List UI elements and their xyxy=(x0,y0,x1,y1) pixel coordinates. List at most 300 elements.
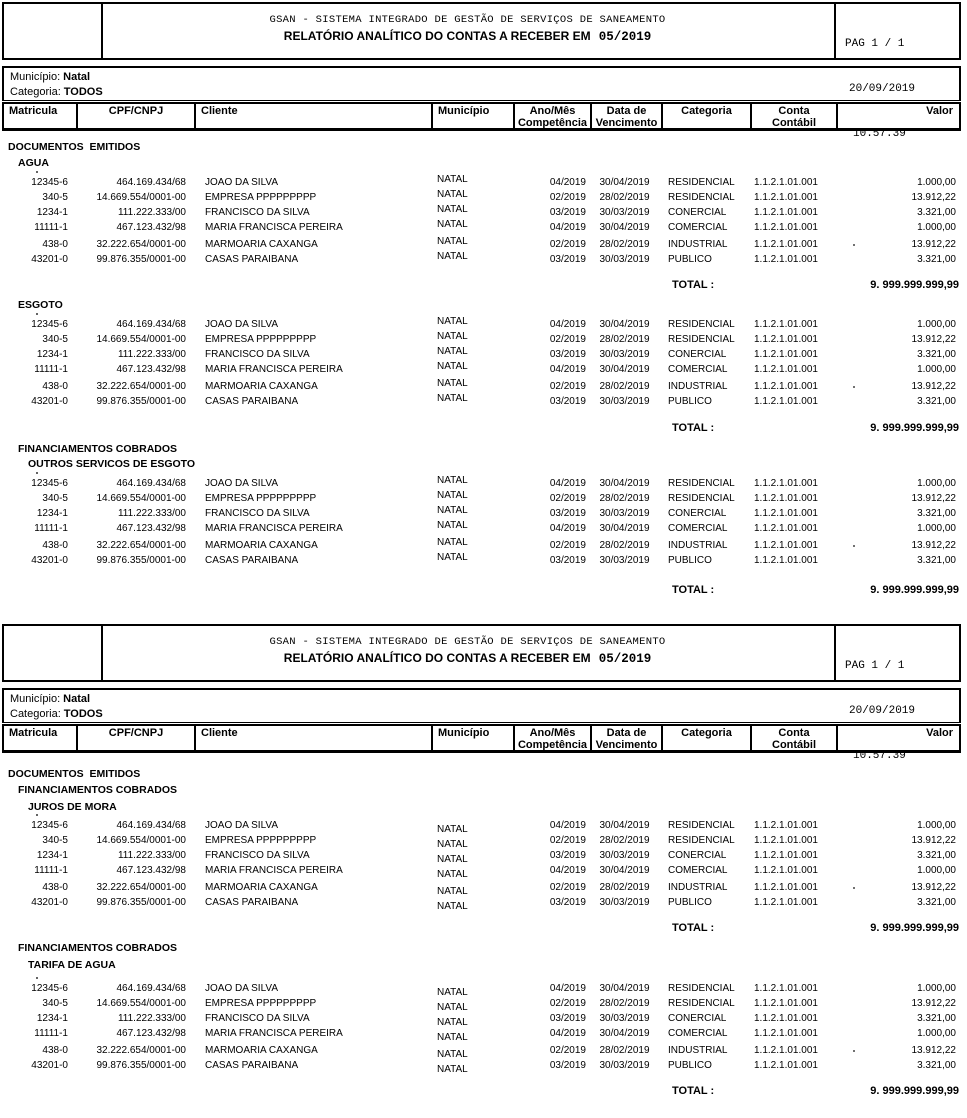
cell-cliente: MARMOARIA CAXANGA xyxy=(205,381,318,392)
col-header-competencia: Ano/Mês Competência xyxy=(515,104,592,128)
section-rows-outros-servicos xyxy=(0,477,967,569)
filter-box xyxy=(2,66,961,101)
cell-cpf-cnpj: 32.222.654/0001-00 xyxy=(96,882,186,893)
cell-competencia: 04/2019 xyxy=(549,478,586,489)
cell-cpf-cnpj: 467.123.432/98 xyxy=(116,865,186,876)
cell-matricula: 11111-1 xyxy=(34,222,68,233)
cell-matricula: 11111-1 xyxy=(34,865,68,876)
cell-cliente: MARIA FRANCISCA PEREIRA xyxy=(205,523,343,534)
section-heading-financiamentos-cobrados: FINANCIAMENTOS COBRADOS xyxy=(18,443,178,455)
cell-municipio: NATAL xyxy=(437,490,468,501)
table-row xyxy=(0,253,967,268)
filter-municipio-value: Natal xyxy=(63,71,91,83)
col-header-conta: Conta Contábil xyxy=(752,104,838,128)
cell-valor: 1.000,00 xyxy=(917,177,956,188)
cell-vencimento: 30/04/2019 xyxy=(599,523,650,534)
cell-matricula: 12345-6 xyxy=(31,983,68,994)
col-header-categoria: Categoria xyxy=(663,104,752,128)
cell-matricula: 1234-1 xyxy=(36,508,68,519)
cell-cpf-cnpj: 467.123.432/98 xyxy=(116,1028,186,1039)
cell-cliente: EMPRESA PPPPPPPPP xyxy=(205,998,317,1009)
cell-conta-contabil: 1.1.2.1.01.001 xyxy=(754,555,818,566)
cell-valor: 13.912,22 xyxy=(911,493,956,504)
cell-cpf-cnpj: 464.169.434/68 xyxy=(116,319,186,330)
cell-cpf-cnpj: 464.169.434/68 xyxy=(116,478,186,489)
cell-categoria: CONERCIAL xyxy=(668,1013,727,1024)
cell-matricula: 11111-1 xyxy=(34,1028,68,1039)
cell-vencimento: 28/02/2019 xyxy=(599,835,650,846)
cell-conta-contabil: 1.1.2.1.01.001 xyxy=(754,381,818,392)
table-row xyxy=(0,395,967,410)
table-row xyxy=(0,221,967,236)
cell-categoria: CONERCIAL xyxy=(668,349,727,360)
cell-competencia: 03/2019 xyxy=(549,396,586,407)
cell-vencimento: 30/04/2019 xyxy=(599,364,650,375)
cell-categoria: COMERCIAL xyxy=(668,364,728,375)
cell-cpf-cnpj: 464.169.434/68 xyxy=(116,820,186,831)
section-heading-esgoto: ESGOTO xyxy=(18,299,63,311)
scan-artifact-dot xyxy=(36,977,38,979)
cell-conta-contabil: 1.1.2.1.01.001 xyxy=(754,540,818,551)
cell-competencia: 02/2019 xyxy=(549,1045,586,1056)
scan-artifact-dot xyxy=(36,313,38,315)
cell-municipio: NATAL xyxy=(437,1002,468,1013)
cell-cliente: FRANCISCO DA SILVA xyxy=(205,1013,310,1024)
report-title xyxy=(101,651,834,666)
col-header-matricula: Matricula xyxy=(4,104,78,128)
report-date: 20/09/2019 xyxy=(849,83,916,95)
cell-valor: 1.000,00 xyxy=(917,478,956,489)
cell-categoria: PUBLICO xyxy=(668,396,712,407)
scan-artifact-dot xyxy=(36,472,38,474)
cell-cliente: FRANCISCO DA SILVA xyxy=(205,850,310,861)
cell-conta-contabil: 1.1.2.1.01.001 xyxy=(754,508,818,519)
cell-matricula: 43201-0 xyxy=(31,254,68,265)
cell-municipio: NATAL xyxy=(437,987,468,998)
table-row xyxy=(0,982,967,997)
cell-categoria: RESIDENCIAL xyxy=(668,493,735,504)
cell-competencia: 02/2019 xyxy=(549,493,586,504)
cell-competencia: 04/2019 xyxy=(549,177,586,188)
cell-vencimento: 28/02/2019 xyxy=(599,192,650,203)
cell-conta-contabil: 1.1.2.1.01.001 xyxy=(754,1028,818,1039)
cell-conta-contabil: 1.1.2.1.01.001 xyxy=(754,998,818,1009)
cell-municipio: NATAL xyxy=(437,475,468,486)
report-page-2 xyxy=(0,622,967,1118)
cell-matricula: 340-5 xyxy=(42,998,68,1009)
cell-valor: 3.321,00 xyxy=(917,850,956,861)
cell-cpf-cnpj: 32.222.654/0001-00 xyxy=(96,239,186,250)
cell-categoria: RESIDENCIAL xyxy=(668,192,735,203)
cell-conta-contabil: 1.1.2.1.01.001 xyxy=(754,523,818,534)
cell-cliente: JOAO DA SILVA xyxy=(205,319,278,330)
cell-valor: 1.000,00 xyxy=(917,364,956,375)
cell-conta-contabil: 1.1.2.1.01.001 xyxy=(754,865,818,876)
col-header-categoria: Categoria xyxy=(663,726,752,750)
header-title-block xyxy=(101,636,834,666)
cell-municipio: NATAL xyxy=(437,901,468,912)
filter-categoria-value: TODOS xyxy=(63,86,103,98)
cell-valor: 13.912,22 xyxy=(911,381,956,392)
filter-municipio xyxy=(10,70,959,85)
scan-artifact-dot xyxy=(853,244,855,246)
filter-municipio xyxy=(10,692,959,707)
cell-matricula: 1234-1 xyxy=(36,349,68,360)
cell-matricula: 11111-1 xyxy=(34,523,68,534)
cell-matricula: 438-0 xyxy=(42,239,68,250)
cell-vencimento: 30/03/2019 xyxy=(599,1060,650,1071)
cell-vencimento: 30/04/2019 xyxy=(599,177,650,188)
col-header-conta: Conta Contábil xyxy=(752,726,838,750)
cell-municipio: NATAL xyxy=(437,505,468,516)
cell-municipio: NATAL xyxy=(437,839,468,850)
cell-vencimento: 30/03/2019 xyxy=(599,396,650,407)
cell-categoria: COMERCIAL xyxy=(668,523,728,534)
cell-conta-contabil: 1.1.2.1.01.001 xyxy=(754,882,818,893)
cell-valor: 3.321,00 xyxy=(917,396,956,407)
col-header-vencimento: Data de Vencimento xyxy=(592,726,663,750)
page-number: PAG 1 / 1 xyxy=(845,38,905,50)
cell-conta-contabil: 1.1.2.1.01.001 xyxy=(754,239,818,250)
cell-municipio: NATAL xyxy=(437,854,468,865)
cell-cpf-cnpj: 14.669.554/0001-00 xyxy=(96,334,186,345)
cell-matricula: 438-0 xyxy=(42,540,68,551)
scan-artifact-dot xyxy=(36,171,38,173)
cell-categoria: RESIDENCIAL xyxy=(668,835,735,846)
cell-cliente: CASAS PARAIBANA xyxy=(205,555,299,566)
system-title: GSAN - SISTEMA INTEGRADO DE GESTÃO DE SERVIÇOS DE SANEAMENTO xyxy=(269,14,666,26)
section-heading-outros-servicos: OUTROS SERVICOS DE ESGOTO xyxy=(28,458,196,470)
report-title-text: RELATÓRIO ANALÍTICO DO CONTAS A RECEBER EM xyxy=(283,29,591,43)
total-label: TOTAL : xyxy=(672,279,715,291)
cell-cliente: JOAO DA SILVA xyxy=(205,820,278,831)
cell-matricula: 43201-0 xyxy=(31,1060,68,1071)
cell-vencimento: 30/03/2019 xyxy=(599,508,650,519)
cell-valor: 13.912,22 xyxy=(911,192,956,203)
cell-conta-contabil: 1.1.2.1.01.001 xyxy=(754,1013,818,1024)
cell-valor: 1.000,00 xyxy=(917,865,956,876)
cell-categoria: INDUSTRIAL xyxy=(668,381,728,392)
cell-valor: 1.000,00 xyxy=(917,523,956,534)
section-rows-esgoto xyxy=(0,318,967,410)
cell-vencimento: 30/03/2019 xyxy=(599,850,650,861)
cell-cliente: MARMOARIA CAXANGA xyxy=(205,1045,318,1056)
cell-matricula: 43201-0 xyxy=(31,396,68,407)
cell-conta-contabil: 1.1.2.1.01.001 xyxy=(754,1060,818,1071)
cell-cliente: MARIA FRANCISCA PEREIRA xyxy=(205,222,343,233)
cell-categoria: PUBLICO xyxy=(668,254,712,265)
cell-cpf-cnpj: 99.876.355/0001-00 xyxy=(96,1060,186,1071)
cell-vencimento: 28/02/2019 xyxy=(599,493,650,504)
cell-competencia: 04/2019 xyxy=(549,820,586,831)
cell-categoria: PUBLICO xyxy=(668,1060,712,1071)
section-total-row xyxy=(0,422,967,436)
cell-municipio: NATAL xyxy=(437,236,468,247)
col-header-municipio: Município xyxy=(433,104,515,128)
filter-municipio-value: Natal xyxy=(63,693,91,705)
cell-cliente: CASAS PARAIBANA xyxy=(205,254,299,265)
cell-municipio: NATAL xyxy=(437,537,468,548)
cell-conta-contabil: 1.1.2.1.01.001 xyxy=(754,850,818,861)
filter-categoria xyxy=(10,707,959,722)
cell-cpf-cnpj: 14.669.554/0001-00 xyxy=(96,493,186,504)
cell-competencia: 02/2019 xyxy=(549,835,586,846)
cell-cpf-cnpj: 99.876.355/0001-00 xyxy=(96,254,186,265)
cell-cliente: EMPRESA PPPPPPPPP xyxy=(205,835,317,846)
cell-municipio: NATAL xyxy=(437,174,468,185)
section-heading-documentos-emitidos: DOCUMENTOS EMITIDOS xyxy=(8,768,141,780)
cell-municipio: NATAL xyxy=(437,378,468,389)
report-period: 05/2019 xyxy=(598,652,652,666)
section-rows-tarifa-de-agua xyxy=(0,982,967,1074)
cell-matricula: 340-5 xyxy=(42,192,68,203)
table-row xyxy=(0,881,967,896)
cell-conta-contabil: 1.1.2.1.01.001 xyxy=(754,319,818,330)
col-header-cpf-cnpj: CPF/CNPJ xyxy=(78,726,196,750)
scan-artifact-dot xyxy=(853,545,855,547)
cell-categoria: CONERCIAL xyxy=(668,850,727,861)
report-time: 10.57.39 xyxy=(853,128,906,140)
section-heading-documentos-emitidos: DOCUMENTOS EMITIDOS xyxy=(8,141,141,153)
cell-conta-contabil: 1.1.2.1.01.001 xyxy=(754,478,818,489)
cell-conta-contabil: 1.1.2.1.01.001 xyxy=(754,177,818,188)
cell-matricula: 340-5 xyxy=(42,493,68,504)
cell-competencia: 04/2019 xyxy=(549,983,586,994)
cell-vencimento: 30/03/2019 xyxy=(599,254,650,265)
filter-categoria-label: Categoria: xyxy=(10,708,61,720)
cell-conta-contabil: 1.1.2.1.01.001 xyxy=(754,820,818,831)
cell-conta-contabil: 1.1.2.1.01.001 xyxy=(754,192,818,203)
cell-valor: 13.912,22 xyxy=(911,239,956,250)
cell-competencia: 03/2019 xyxy=(549,508,586,519)
cell-cliente: JOAO DA SILVA xyxy=(205,478,278,489)
cell-cpf-cnpj: 14.669.554/0001-00 xyxy=(96,835,186,846)
cell-matricula: 1234-1 xyxy=(36,850,68,861)
report-period: 05/2019 xyxy=(598,30,652,44)
report-date: 20/09/2019 xyxy=(849,705,916,717)
cell-valor: 3.321,00 xyxy=(917,349,956,360)
cell-vencimento: 30/04/2019 xyxy=(599,820,650,831)
cell-municipio: NATAL xyxy=(437,204,468,215)
table-row xyxy=(0,554,967,569)
cell-categoria: INDUSTRIAL xyxy=(668,540,728,551)
total-value: 9. 999.999.999,99 xyxy=(870,1085,959,1097)
cell-matricula: 11111-1 xyxy=(34,364,68,375)
cell-competencia: 03/2019 xyxy=(549,897,586,908)
cell-categoria: CONERCIAL xyxy=(668,207,727,218)
cell-matricula: 12345-6 xyxy=(31,319,68,330)
report-title xyxy=(101,29,834,44)
section-rows-agua xyxy=(0,176,967,268)
cell-cliente: EMPRESA PPPPPPPPP xyxy=(205,493,317,504)
cell-competencia: 04/2019 xyxy=(549,222,586,233)
table-header-row xyxy=(2,102,961,131)
cell-vencimento: 30/04/2019 xyxy=(599,319,650,330)
cell-vencimento: 28/02/2019 xyxy=(599,334,650,345)
cell-vencimento: 30/03/2019 xyxy=(599,1013,650,1024)
cell-competencia: 02/2019 xyxy=(549,540,586,551)
cell-competencia: 04/2019 xyxy=(549,364,586,375)
section-heading-financiamentos-cobrados: FINANCIAMENTOS COBRADOS xyxy=(18,784,178,796)
cell-cliente: MARMOARIA CAXANGA xyxy=(205,239,318,250)
cell-cliente: FRANCISCO DA SILVA xyxy=(205,508,310,519)
total-label: TOTAL : xyxy=(672,1085,715,1097)
scan-artifact-dot xyxy=(853,386,855,388)
cell-valor: 1.000,00 xyxy=(917,222,956,233)
cell-valor: 13.912,22 xyxy=(911,540,956,551)
section-total-row xyxy=(0,1085,967,1099)
cell-vencimento: 28/02/2019 xyxy=(599,882,650,893)
cell-categoria: COMERCIAL xyxy=(668,865,728,876)
cell-conta-contabil: 1.1.2.1.01.001 xyxy=(754,207,818,218)
cell-cpf-cnpj: 99.876.355/0001-00 xyxy=(96,555,186,566)
cell-matricula: 438-0 xyxy=(42,882,68,893)
cell-vencimento: 30/03/2019 xyxy=(599,207,650,218)
cell-vencimento: 28/02/2019 xyxy=(599,540,650,551)
cell-municipio: NATAL xyxy=(437,331,468,342)
cell-municipio: NATAL xyxy=(437,361,468,372)
col-header-competencia: Ano/Mês Competência xyxy=(515,726,592,750)
filter-categoria-label: Categoria: xyxy=(10,86,61,98)
cell-vencimento: 30/04/2019 xyxy=(599,222,650,233)
cell-categoria: INDUSTRIAL xyxy=(668,239,728,250)
section-rows-juros-de-mora xyxy=(0,819,967,911)
cell-competencia: 03/2019 xyxy=(549,254,586,265)
cell-cpf-cnpj: 14.669.554/0001-00 xyxy=(96,998,186,1009)
filter-categoria-value: TODOS xyxy=(63,708,103,720)
cell-valor: 3.321,00 xyxy=(917,897,956,908)
total-value: 9. 999.999.999,99 xyxy=(870,279,959,291)
col-header-valor: Valor xyxy=(926,727,953,739)
cell-cliente: CASAS PARAIBANA xyxy=(205,396,299,407)
cell-categoria: PUBLICO xyxy=(668,555,712,566)
section-heading-juros-de-mora: JUROS DE MORA xyxy=(28,801,117,813)
cell-valor: 3.321,00 xyxy=(917,1013,956,1024)
cell-competencia: 03/2019 xyxy=(549,850,586,861)
cell-competencia: 03/2019 xyxy=(549,207,586,218)
cell-competencia: 03/2019 xyxy=(549,349,586,360)
cell-categoria: RESIDENCIAL xyxy=(668,820,735,831)
cell-matricula: 340-5 xyxy=(42,334,68,345)
col-header-valor: Valor xyxy=(926,105,953,117)
cell-vencimento: 30/03/2019 xyxy=(599,349,650,360)
cell-categoria: COMERCIAL xyxy=(668,1028,728,1039)
cell-matricula: 43201-0 xyxy=(31,897,68,908)
cell-municipio: NATAL xyxy=(437,869,468,880)
system-title: GSAN - SISTEMA INTEGRADO DE GESTÃO DE SERVIÇOS DE SANEAMENTO xyxy=(269,636,666,648)
cell-municipio: NATAL xyxy=(437,219,468,230)
cell-matricula: 12345-6 xyxy=(31,177,68,188)
cell-vencimento: 28/02/2019 xyxy=(599,998,650,1009)
cell-cpf-cnpj: 99.876.355/0001-00 xyxy=(96,396,186,407)
cell-categoria: RESIDENCIAL xyxy=(668,319,735,330)
cell-cliente: CASAS PARAIBANA xyxy=(205,897,299,908)
cell-cliente: FRANCISCO DA SILVA xyxy=(205,349,310,360)
cell-cpf-cnpj: 464.169.434/68 xyxy=(116,983,186,994)
cell-valor: 13.912,22 xyxy=(911,1045,956,1056)
cell-valor: 1.000,00 xyxy=(917,820,956,831)
cell-cpf-cnpj: 32.222.654/0001-00 xyxy=(96,381,186,392)
cell-cliente: CASAS PARAIBANA xyxy=(205,1060,299,1071)
cell-vencimento: 28/02/2019 xyxy=(599,1045,650,1056)
cell-cliente: JOAO DA SILVA xyxy=(205,983,278,994)
cell-competencia: 04/2019 xyxy=(549,319,586,330)
header-title-block xyxy=(101,14,834,44)
table-row xyxy=(0,819,967,834)
cell-municipio: NATAL xyxy=(437,824,468,835)
cell-matricula: 43201-0 xyxy=(31,555,68,566)
cell-cliente: MARMOARIA CAXANGA xyxy=(205,540,318,551)
cell-valor: 3.321,00 xyxy=(917,1060,956,1071)
scan-artifact-dot xyxy=(36,814,38,816)
cell-conta-contabil: 1.1.2.1.01.001 xyxy=(754,364,818,375)
total-label: TOTAL : xyxy=(672,584,715,596)
cell-competencia: 04/2019 xyxy=(549,1028,586,1039)
cell-competencia: 03/2019 xyxy=(549,555,586,566)
cell-conta-contabil: 1.1.2.1.01.001 xyxy=(754,983,818,994)
cell-cpf-cnpj: 464.169.434/68 xyxy=(116,177,186,188)
cell-conta-contabil: 1.1.2.1.01.001 xyxy=(754,396,818,407)
cell-categoria: RESIDENCIAL xyxy=(668,983,735,994)
cell-conta-contabil: 1.1.2.1.01.001 xyxy=(754,349,818,360)
col-header-vencimento: Data de Vencimento xyxy=(592,104,663,128)
cell-matricula: 340-5 xyxy=(42,835,68,846)
cell-competencia: 02/2019 xyxy=(549,882,586,893)
cell-matricula: 438-0 xyxy=(42,1045,68,1056)
cell-categoria: RESIDENCIAL xyxy=(668,478,735,489)
cell-municipio: NATAL xyxy=(437,316,468,327)
cell-categoria: CONERCIAL xyxy=(668,508,727,519)
cell-conta-contabil: 1.1.2.1.01.001 xyxy=(754,254,818,265)
cell-vencimento: 30/03/2019 xyxy=(599,555,650,566)
scan-artifact-dot xyxy=(853,1050,855,1052)
table-header-row xyxy=(2,724,961,753)
cell-cliente: MARMOARIA CAXANGA xyxy=(205,882,318,893)
col-header-matricula: Matricula xyxy=(4,726,78,750)
filter-box xyxy=(2,688,961,723)
cell-vencimento: 28/02/2019 xyxy=(599,239,650,250)
cell-competencia: 02/2019 xyxy=(549,998,586,1009)
cell-cliente: EMPRESA PPPPPPPPP xyxy=(205,334,317,345)
cell-categoria: INDUSTRIAL xyxy=(668,882,728,893)
cell-categoria: PUBLICO xyxy=(668,897,712,908)
report-time: 10.57.39 xyxy=(853,750,906,762)
cell-cpf-cnpj: 32.222.654/0001-00 xyxy=(96,1045,186,1056)
cell-categoria: INDUSTRIAL xyxy=(668,1045,728,1056)
filter-municipio-label: Município: xyxy=(10,693,61,705)
cell-conta-contabil: 1.1.2.1.01.001 xyxy=(754,1045,818,1056)
total-value: 9. 999.999.999,99 xyxy=(870,584,959,596)
cell-competencia: 02/2019 xyxy=(549,239,586,250)
cell-municipio: NATAL xyxy=(437,251,468,262)
cell-vencimento: 30/04/2019 xyxy=(599,983,650,994)
section-heading-financiamentos-cobrados: FINANCIAMENTOS COBRADOS xyxy=(18,942,178,954)
cell-conta-contabil: 1.1.2.1.01.001 xyxy=(754,835,818,846)
cell-municipio: NATAL xyxy=(437,886,468,897)
total-value: 9. 999.999.999,99 xyxy=(870,922,959,934)
col-header-cpf-cnpj: CPF/CNPJ xyxy=(78,104,196,128)
cell-cpf-cnpj: 467.123.432/98 xyxy=(116,523,186,534)
cell-matricula: 1234-1 xyxy=(36,207,68,218)
cell-valor: 1.000,00 xyxy=(917,319,956,330)
cell-cpf-cnpj: 467.123.432/98 xyxy=(116,364,186,375)
cell-categoria: COMERCIAL xyxy=(668,222,728,233)
cell-valor: 13.912,22 xyxy=(911,882,956,893)
cell-matricula: 1234-1 xyxy=(36,1013,68,1024)
cell-competencia: 03/2019 xyxy=(549,1013,586,1024)
cell-valor: 13.912,22 xyxy=(911,334,956,345)
col-header-cliente: Cliente xyxy=(196,104,433,128)
